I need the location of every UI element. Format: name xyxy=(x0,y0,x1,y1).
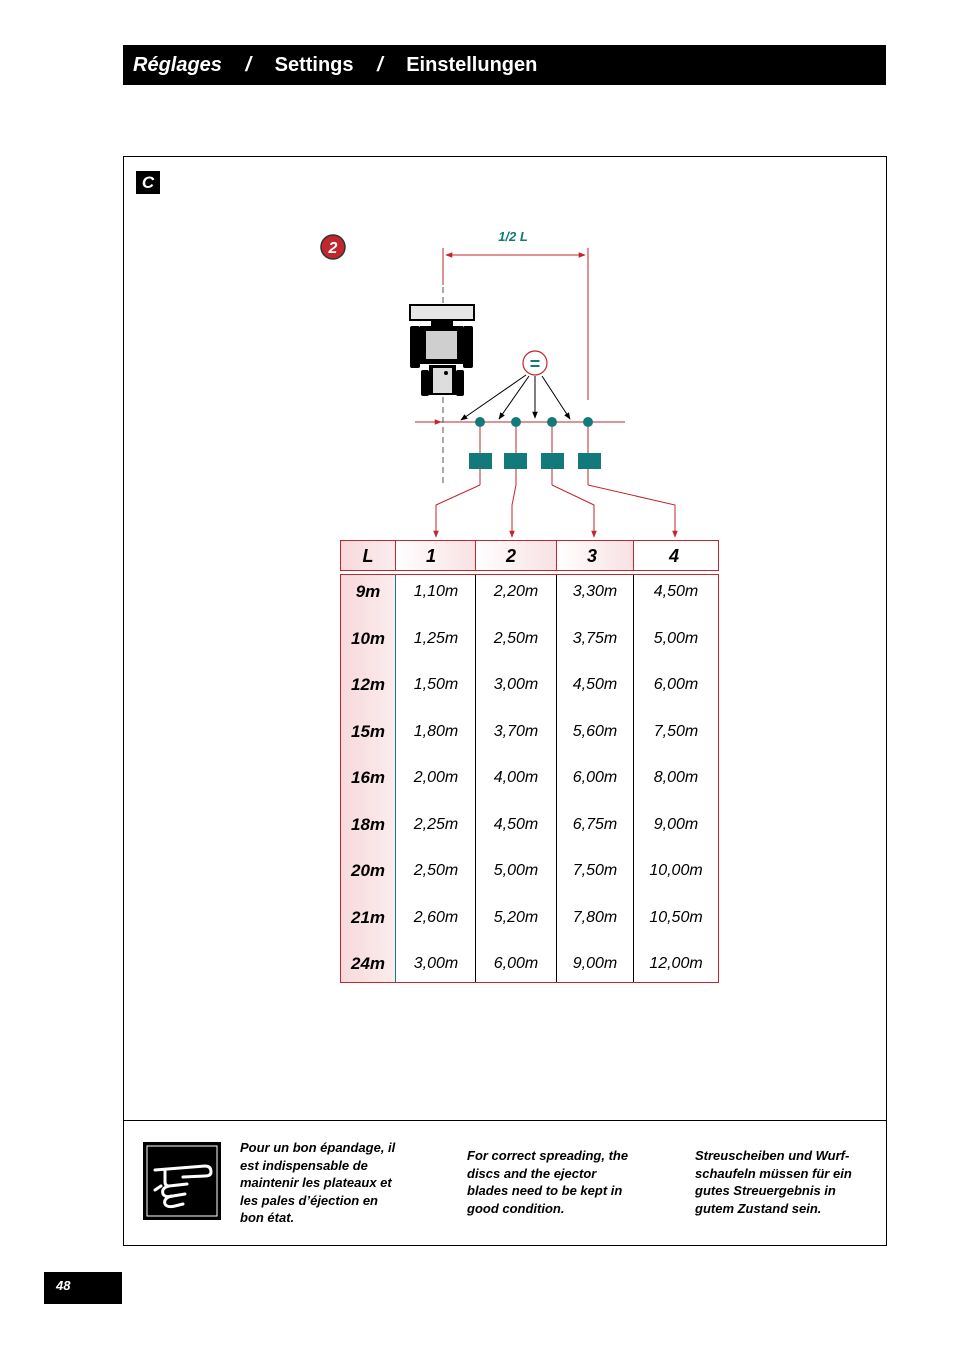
table-cell: 10,00m xyxy=(649,862,703,879)
page-header xyxy=(123,45,886,85)
table-cell: 9,00m xyxy=(653,815,699,833)
table-row xyxy=(341,622,718,668)
table-cell: 3,30m xyxy=(572,583,618,600)
equal-sign: = xyxy=(529,354,541,374)
table-cell: 4,50m xyxy=(572,676,618,693)
table-cell: 3,00m xyxy=(493,676,539,693)
table-cell: 2,00m xyxy=(413,769,459,786)
column-leader-arrows xyxy=(436,485,675,537)
table-row xyxy=(341,715,718,761)
header-separator: / xyxy=(245,54,252,76)
spreading-diagram xyxy=(300,225,720,540)
row-width-label: 21m xyxy=(350,907,386,927)
table-row xyxy=(341,761,718,807)
table-cell: 5,00m xyxy=(493,862,539,879)
table-row xyxy=(341,947,718,993)
note-divider xyxy=(123,1120,887,1121)
table-cell: 3,70m xyxy=(493,722,539,740)
column-header-3: 3 xyxy=(586,546,597,566)
table-cell: 3,75m xyxy=(572,629,618,647)
table-cell: 6,00m xyxy=(493,955,539,972)
table-row xyxy=(341,808,718,854)
row-width-label: 18m xyxy=(350,814,386,834)
table-cell: 1,80m xyxy=(413,722,459,740)
table-cell: 1,10m xyxy=(413,583,459,600)
table-cell: 2,50m xyxy=(413,862,459,879)
table-cell: 5,00m xyxy=(653,629,699,647)
table-cell: 1,25m xyxy=(413,629,459,647)
table-header xyxy=(340,540,719,571)
table-cell: 4,00m xyxy=(493,769,539,786)
header-title-fr: Réglages xyxy=(133,54,222,76)
table-cell: 8,00m xyxy=(653,769,699,786)
table-cell: 7,50m xyxy=(653,722,699,740)
note-text-de: Streuscheiben und Wurf- schaufeln müssen für ein gutes Streuergebnis in gutem Zustand sein. xyxy=(695,1148,852,1216)
table-cell: 1,50m xyxy=(413,676,459,693)
table-cell: 3,00m xyxy=(413,955,459,972)
equal-distance-arrows xyxy=(461,375,570,420)
row-width-label: 24m xyxy=(350,954,386,973)
column-header-2: 2 xyxy=(505,546,516,566)
table-cell: 12,00m xyxy=(649,955,703,972)
dimension-label: 1/2 L xyxy=(498,229,528,244)
step-badge-number: 2 xyxy=(328,240,338,257)
table-cell: 10,50m xyxy=(649,908,703,926)
table-cell: 5,20m xyxy=(493,908,539,926)
column-header-4: 4 xyxy=(668,546,679,566)
header-title-de: Einstellungen xyxy=(406,54,538,76)
header-title-en: Settings xyxy=(274,54,354,76)
row-width-label: 10m xyxy=(350,628,386,648)
note-text-fr: Pour un bon épandage, il est indispensable de maintenir les plateaux et les pales d’éjection en bon état. xyxy=(240,1140,396,1225)
step-badge xyxy=(321,235,345,259)
table-cell: 6,00m xyxy=(572,769,618,786)
table-row xyxy=(341,901,718,947)
table-body xyxy=(340,574,719,983)
tractor-icon xyxy=(410,305,474,396)
table-row xyxy=(341,854,718,900)
table-cell: 4,50m xyxy=(493,815,539,833)
column-header-1: 1 xyxy=(425,546,436,566)
table-cell: 2,20m xyxy=(493,583,539,600)
table-cell: 5,60m xyxy=(572,722,618,740)
table-cell: 2,25m xyxy=(413,815,459,833)
row-width-label: 15m xyxy=(350,721,386,741)
row-width-label: 9m xyxy=(355,582,381,601)
table-cell: 4,50m xyxy=(653,583,699,600)
marker-squares xyxy=(469,453,601,469)
table-cell: 2,60m xyxy=(413,908,459,926)
table-row xyxy=(341,668,718,714)
pointing-hand-icon xyxy=(143,1142,221,1220)
table-cell: 6,75m xyxy=(572,815,618,833)
page-number: 48 xyxy=(44,1272,122,1304)
header-separator: / xyxy=(377,54,383,76)
figure-label: C xyxy=(136,171,160,194)
table-cell: 9,00m xyxy=(572,955,618,972)
row-width-label: 20m xyxy=(350,861,386,880)
table-cell: 7,50m xyxy=(572,862,618,879)
table-cell: 6,00m xyxy=(653,676,699,693)
table-corner-label: L xyxy=(362,546,374,566)
table-cell: 7,80m xyxy=(572,908,618,926)
table-row xyxy=(341,575,718,621)
table-cell: 2,50m xyxy=(493,629,539,647)
note-text-en: For correct spreading, the discs and the ejector blades need to be kept in good condition. xyxy=(467,1148,629,1216)
row-width-label: 16m xyxy=(350,768,386,787)
row-width-label: 12m xyxy=(350,675,386,694)
